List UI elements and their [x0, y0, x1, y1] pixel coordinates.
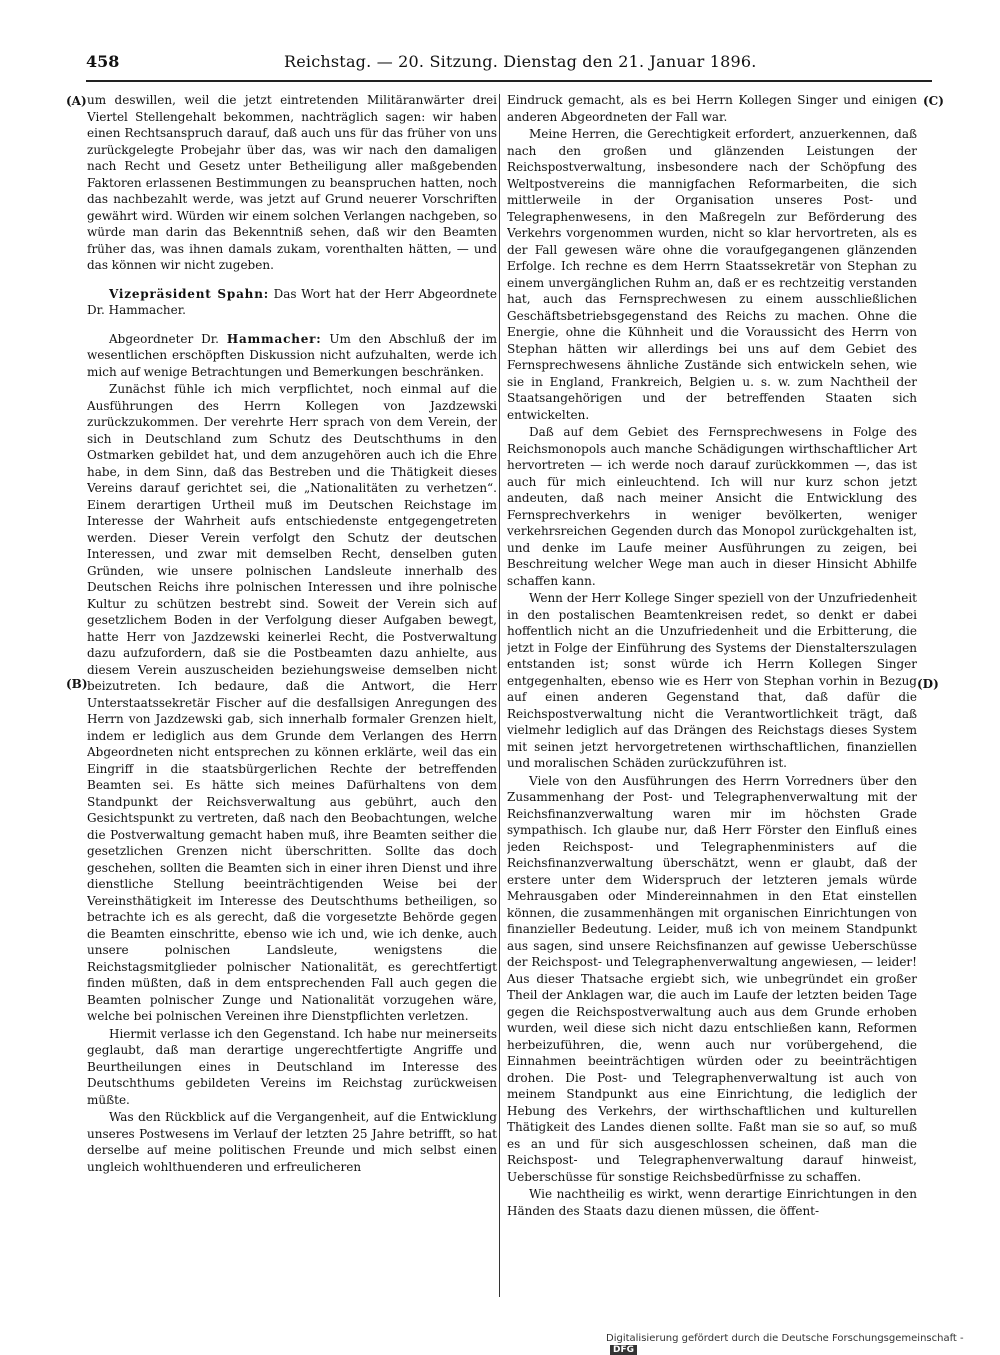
paragraph: Wenn der Herr Kollege Singer speziell von der Unzufriedenheit in den postalischen Beamtenkreisen redet, so denkt er dabei hoffentlich nicht an die Unzufriedenheit und die Erbitterung, die jetzt in Folge der Einführung des Systems der Dienstalterszulagen entstanden ist; sonst würde ich Herrn Kollegen Singer entgegenhalten, ebenso wie es Herr von Stephan vorhin in Bezug auf einen anderen Gegenstand that, daß dafür die Reichspostverwaltung nicht die Verantwortlichkeit trägt, daß vielmehr lediglich auf das Drängen des Reichstags dieses System mit seinen jetzt hervorgetretenen wirthschaftlichen, finanziellen und moralischen Schäden zurückzuführen ist. [507, 591, 917, 770]
paragraph: Daß auf dem Gebiet des Fernsprechwesens in Folge des Reichsmonopols auch manche Schädigungen wirthschaftlicher Art hervortreten — ich werde noch darauf zurückkommen —, das ist auch für mich einleuchtend. Ich will nur kurz schon jetzt andeuten, daß nach meiner Ansicht die Entwicklung des Fernsprechverkehrs in weniger bevölkerten, weniger verkehrsreichen Gegenden durch das Monopol zurückgehalten ist, und denke im Laufe meiner Ausführungen zu zeigen, bei Beschreitung welcher Wege man auch in dieser Hinsicht Abhilfe schaffen kann. [507, 425, 917, 588]
page-header [86, 52, 932, 78]
dfg-logo: DFG [610, 1345, 637, 1355]
paragraph: Meine Herren, die Gerechtigkeit erfordert, anzuerkennen, daß nach den großen und glänzenden Leistungen der Reichspostverwaltung, insbesondere nach der Schöpfung des Weltpostvereins die mannigfachen Reformarbeiten, die sich mittlerweile in der Organisation unseres Post- und Telegraphenwesens, in den Maßregeln zur Beförderung des Verkehrs vorgenommen wurden, nicht so klar hervortreten, als es der Fall gewesen wäre ohne die voraufgegangenen glänzenden Erfolge. Ich rechne es dem Herrn Staatssekretär von Stephan zu einem unvergänglichen Ruhm an, daß er es rechtzeitig verstanden hat, auch das Fernsprechwesen zu einem ausschließlichen Geschäftsbetriebsgegenstand des Reichs zu machen. Ohne die Energie, ohne die Kühnheit und die Voraussicht des Herrn von Stephan hätten wir allerdings bei uns auf dem Gebiet des Fernsprechwesens ähnliche Zustände sich entwickeln sehen, wie sie in England, Frankreich, Belgien u. s. w. zum Nachtheil der Staatsangehörigen und der betreffenden Staaten sich entwickelten. [507, 127, 917, 422]
margin-marker-c: (C) [923, 94, 944, 108]
margin-marker-a: (A) [66, 94, 87, 108]
running-title: Reichstag. — 20. Sitzung. Dienstag den 21. Januar 1896. [284, 52, 757, 71]
speech-text: Um den Abschluß der im wesentlichen erschöpften Diskussion nicht aufzuhalten, werde ich mich auf wenige Betrachtungen und Bemerkungen beschränken. [87, 331, 497, 379]
paragraph: Eindruck gemacht, als es bei Herrn Kollegen Singer und einigen anderen Abgeordneten der Fall war. [507, 93, 917, 124]
footer-text: Digitalisierung gefördert durch die Deutsche Forschungsgemeinschaft - [606, 1333, 964, 1344]
paragraph: Wie nachtheilig es wirkt, wenn derartige Einrichtungen in den Händen des Staats dazu dienen müssen, die öffent- [507, 1187, 917, 1218]
margin-marker-d: (D) [917, 677, 939, 691]
speech-text: Das Wort hat der Herr Abgeordnete Dr. Hammacher. [87, 286, 497, 317]
speaker-paragraph [87, 286, 497, 319]
speaker-paragraph [87, 331, 497, 381]
footer-credit [606, 1333, 986, 1355]
paragraph: Hiermit verlasse ich den Gegenstand. Ich habe nur meinerseits geglaubt, daß man derartige ungerechtfertigte Angriffe und Beurtheilungen eines in Deutschland im Interesse des Deutschthums gebildeten Vereins im Reichstag zurückweisen müßte. [87, 1026, 497, 1107]
page-number: 458 [86, 52, 120, 71]
header-rule [86, 80, 932, 82]
column-divider [499, 94, 500, 1297]
paragraph: Was den Rückblick auf die Vergangenheit, auf die Entwicklung unseres Postwesens im Verlauf der letzten 25 Jahre betrifft, so hat derselbe auf meine politischen Freunde und mich selbst einen ungleich wohlthuenderen und erfreulicheren [87, 1110, 497, 1174]
right-column [507, 92, 917, 1297]
paragraph: Zunächst fühle ich mich verpflichtet, noch einmal auf die Ausführungen des Herrn Kollegen von Jazdzewski zurückzukommen. Der verehrte Herr sprach von dem Verein, der sich in Deutschland zum Schutz des Deutschthums in den Ostmarken gebildet hat, und dem anzugehören auch ich die Ehre habe, in dem Sinn, daß das Bestreben und die Thätigkeit dieses Vereins darauf gerichtet sei, die „Nationalitäten zu verhetzen“. Einem derartigen Urtheil muß im Deutschen Reichstage im Interesse der Wahrheit aufs entschiedenste entgegengetreten werden. Dieser Verein verfolgt den Schutz der deutschen Interessen, und zwar mit demselben Recht, denselben guten Gründen, wie unsere polnischen Landsleute innerhalb des Deutschen Reichs ihre polnischen Interessen und ihre polnische Kultur zu schützen bestrebt sind. Soweit der Verein sich auf gesetzlichem Boden in der Verfolgung dieser Aufgaben bewegt, hatte Herr von Jazdzewski keinerlei Recht, die Postverwaltung dazu aufzufordern, daß sie die Postbeamten dazu anhielte, aus diesem Verein auszuscheiden beziehungsweise demselben nicht beizutreten. Ich bedaure, daß die Antwort, die Herr Unterstaatssekretär Fischer auf die desfallsigen Anregungen des Herrn von Jazdzewski gab, sich innerhalb formaler Grenzen hielt, indem er lediglich aus dem Grunde dem Verlangen des Herrn Abgeordneten nicht entsprechen zu können erklärte, weil das ein Eingriff in die staatsbürgerlichen Rechte der betreffenden Beamten sei. Es hätte sich meines Dafürhaltens von dem Standpunkt der Reichsverwaltung aus gebührt, auch den Gesichtspunkt zu vertreten, daß nach den Beobachtungen, welche die Postverwaltung gemacht haben muß, ihre Beamten seither die gesetzlichen Grenzen nicht überschritten. Sollte das doch geschehen, sollten die Beamten sich in einer ihren Dienst und ihre dienstliche Stellung beeinträchtigenden Weise bei der Vereinsthätigkeit im Interesse des Deutschthums betheiligen, so betrachte ich es als gerecht, daß die vorgesetzte Behörde gegen die Beamten einschritte, ebenso wie ich und, wie ich denke, auch unsere polnischen Landsleute, wenigstens die Reichstagsmitglieder polnischer Nationalität, es gerechtfertigt finden müßten, daß in dem entsprechenden Fall auch gegen die Beamten polnischer Zunge und Nationalität vorzugehen wäre, welche bei polnischen Vereinen ihre Dienstpflichten verletzen. [87, 382, 497, 1023]
paragraph: Viele von den Ausführungen des Herrn Vorredners über den Zusammenhang der Post- und Telegraphenverwaltung mit der Reichsfinanzverwaltung waren mir im höchsten Grade sympathisch. Ich glaube nur, daß Herr Förster den Einfluß eines jeden Reichspost- und Telegraphenministers auf die Reichsfinanzverwaltung überschätzt, wenn er glaubt, daß der erstere unter dem Widerspruch der letzteren jemals würde Mehrausgaben oder Mindereinnahmen in den Etat einstellen können, die zusammenhängen mit organischen Einrichtungen von finanzieller Bedeutung. Leider, muß ich von meinem Standpunkt aus sagen, sind unsere Reichsfinanzen auf gewisse Ueberschüsse der Reichspost- und Telegraphenverwaltung angewiesen, — leider! Aus dieser Thatsache ergiebt sich, wie unbegründet ein großer Theil der Anklagen war, die auch im Laufe der letzten beiden Tage gegen die Reichspostverwaltung auch aus dem Grunde erhoben wurden, weil diese sich nicht dazu entschließen kann, Reformen herbeizuführen, die, wenn auch nur vorübergehend, die Einnahmen beeinträchtigen würden oder zu beeinträchtigen drohen. Die Post- und Telegraphenverwaltung ist auch von meinem Standpunkt aus eine Einrichtung, die lediglich der Hebung des Verkehrs, der wirthschaftlichen und kulturellen Thätigkeit des Landes dienen sollte. Faßt man sie so auf, so muß es an und für sich ausgeschlossen scheinen, daß man die Reichspost- und Telegraphenverwaltung darauf hinweist, Ueberschüsse für sonstige Reichsbedürfnisse zu schaffen. [507, 773, 917, 1184]
margin-marker-b: (B) [66, 677, 88, 691]
speaker-title: Abgeordneter Dr. [109, 331, 227, 346]
speaker-name: Vizepräsident Spahn: [109, 286, 269, 301]
paragraph: um deswillen, weil die jetzt eintretenden Militäranwärter drei Viertel Stellengehalt bekommen, nachträglich sagen: wir haben einen Rechtsanspruch darauf, daß auch uns für das früher von uns zurückgelegte Probejahr über das, was wir nach den damaligen nach Recht und Gesetz unter Betheiligung aller maßgebenden Faktoren erlassenen Bestimmungen zu beanspruchen hatten, noch das nachbezahlt werde, was jetzt auf Grund neuerer Vorschriften gewährt wird. Würden wir einem solchen Verlangen nachgeben, so würde man darin das Bekenntniß sehen, daß wir den Beamten früher das, was ihnen damals zukam, vorenthalten hätten, — und das können wir nicht zugeben. [87, 93, 497, 272]
speaker-name: Hammacher: [226, 331, 322, 346]
left-column [87, 92, 497, 1297]
